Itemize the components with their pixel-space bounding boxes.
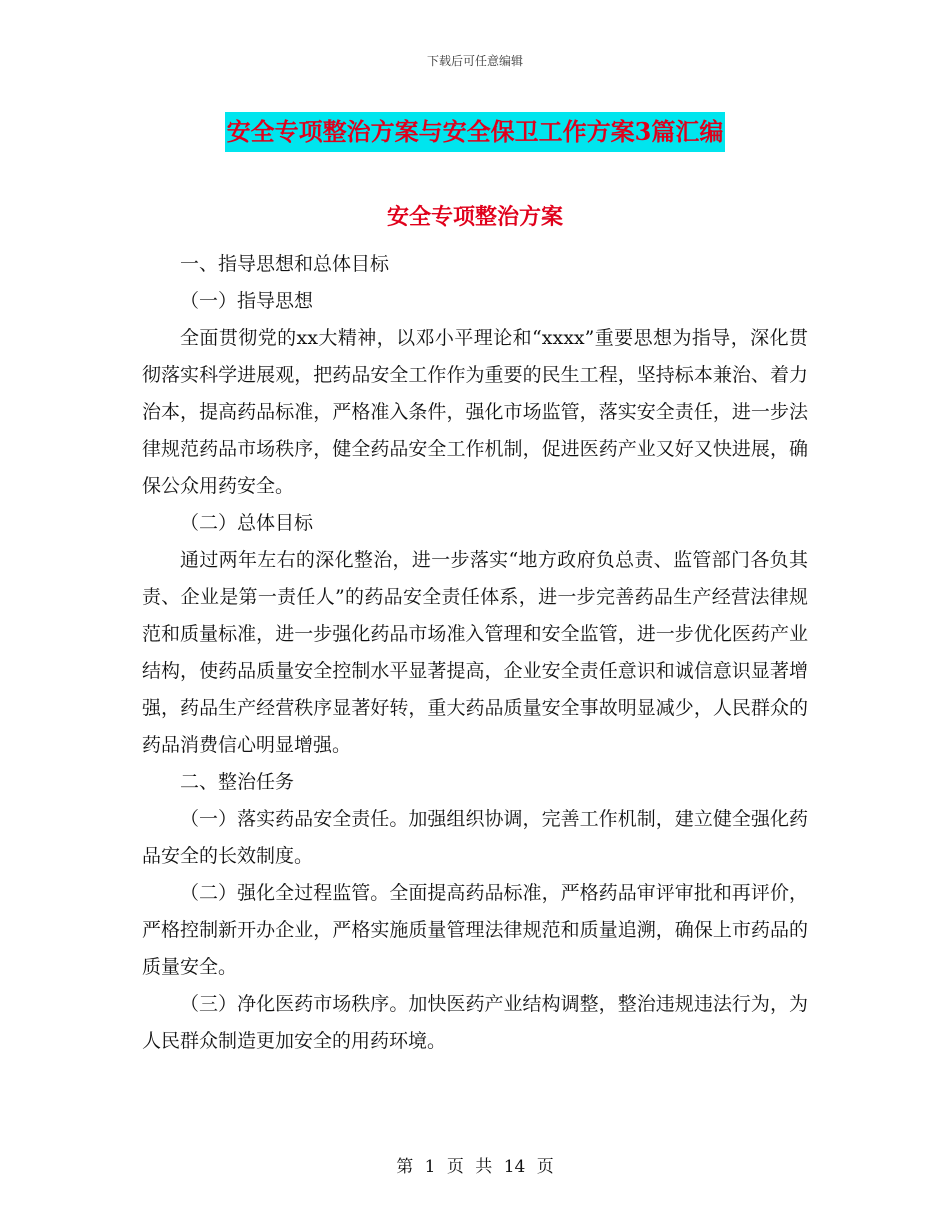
document-title: 安全专项整治方案与安全保卫工作方案3篇汇编 xyxy=(225,112,726,152)
paragraph-task-1: （一）落实药品安全责任。加强组织协调，完善工作机制，建立健全强化药品安全的长效制度。 xyxy=(142,808,808,867)
section-title: 安全专项整治方案 xyxy=(386,204,563,230)
subheading-overall-goal: （二）总体目标 xyxy=(180,512,314,534)
page-number: 第 1 页 共 14 页 xyxy=(396,1157,554,1177)
header-note: 下载后可任意编辑 xyxy=(426,54,523,68)
paragraph-guiding-ideology: 全面贯彻党的xx大精神，以邓小平理论和“xxxx”重要思想为指导，深化贯彻落实科学进展观，把药品安全工作作为重要的民生工程，坚持标本兼治、着力治本，提高药品标准，严格准入条件，强化市场监管，落实安全责任，进一步法律规范药品市场秩序，健全药品安全工作机制，促进医药产业又好又快进展，确保公众用药安全。 xyxy=(142,327,808,497)
paragraph-overall-goal: 通过两年左右的深化整治，进一步落实“地方政府负总责、监管部门各负其责、企业是第一责任人”的药品安全责任体系，进一步完善药品生产经营法律规范和质量标准，进一步强化药品市场准入管理和安全监管，进一步优化医药产业结构，使药品质量安全控制水平显著提高，企业安全责任意识和诚信意识显著增强，药品生产经营秩序显著好转，重大药品质量安全事故明显减少，人民群众的药品消费信心明显增强。 xyxy=(142,549,808,756)
heading-guiding-ideology-and-goals: 一、指导思想和总体目标 xyxy=(180,253,390,275)
document-body xyxy=(142,246,808,1060)
paragraph-task-2: （二）强化全过程监管。全面提高药品标准，严格药品审评审批和再评价，严格控制新开办企业，严格实施质量管理法律规范和质量追溯，确保上市药品的质量安全。 xyxy=(142,882,808,978)
document-title-container xyxy=(0,112,950,152)
paragraph-task-3: （三）净化医药市场秩序。加快医药产业结构调整，整治违规违法行为，为人民群众制造更加安全的用药环境。 xyxy=(142,993,808,1052)
heading-rectification-tasks: 二、整治任务 xyxy=(180,771,295,793)
subheading-guiding-ideology: （一）指导思想 xyxy=(180,290,314,312)
